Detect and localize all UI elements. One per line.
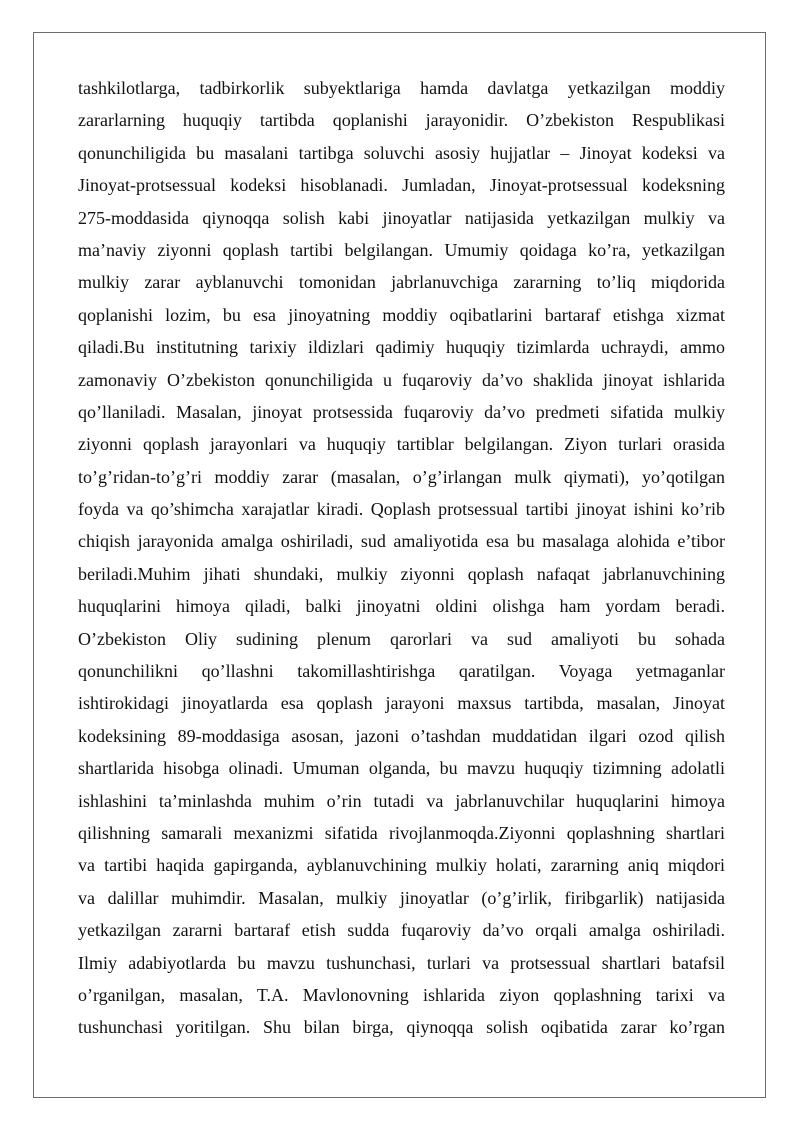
text-line: qoplanishi lozim, bu esa jinoyatning moddiy oqibatlarini bartaraf etishga xizmat xyxy=(78,304,725,325)
text-line: ishtirokidagi jinoyatlarda esa qoplash jarayoni maxsus tartibda, masalan, Jinoyat xyxy=(78,693,725,714)
text-line: qiladi.Bu institutning tarixiy ildizlari qadimiy huquqiy tizimlarda uchraydi, ammo xyxy=(78,337,725,358)
text-line: Ilmiy adabiyotlarda bu mavzu tushunchasi, turlari va protsessual shartlari batafsil xyxy=(78,952,725,973)
text-line: zararlarning huquqiy tartibda qoplanishi jarayonidir. O’zbekiston Respublikasi xyxy=(78,110,725,131)
text-line: va dalillar muhimdir. Masalan, mulkiy jinoyatlar (o’g’irlik, firibgarlik) natijasida xyxy=(78,887,725,908)
text-line: shartlarida hisobga olinadi. Umuman olganda, bu mavzu huquqiy tizimning adolatli xyxy=(78,758,725,779)
text-line: qo’llaniladi. Masalan, jinoyat protsessida fuqaroviy da’vo predmeti sifatida mulkiy xyxy=(78,401,725,422)
text-line: tushunchasi yoritilgan. Shu bilan birga, qiynoqqa solish oqibatida zarar ko’rgan xyxy=(78,1017,725,1038)
text-line: Jinoyat-protsessual kodeksi hisoblanadi. Jumladan, Jinoyat-protsessual kodeksning xyxy=(78,175,725,196)
text-line: ma’naviy ziyonni qoplash tartibi belgilangan. Umumiy qoidaga ko’ra, yetkazilgan xyxy=(78,239,725,260)
text-line: foyda va qo’shimcha xarajatlar kiradi. Qoplash protsessual tartibi jinoyat ishini ko’rib xyxy=(78,499,725,520)
text-line: O’zbekiston Oliy sudining plenum qarorlari va sud amaliyoti bu sohada xyxy=(78,628,725,649)
text-line: zamonaviy O’zbekiston qonunchiligida u fuqaroviy da’vo shaklida jinoyat ishlarida xyxy=(78,369,725,390)
text-line: 275-moddasida qiynoqqa solish kabi jinoyatlar natijasida yetkazilgan mulkiy va xyxy=(78,207,725,228)
text-line: o’rganilgan, masalan, T.A. Mavlonovning ishlarida ziyon qoplashning tarixi va xyxy=(78,984,725,1005)
text-line: chiqish jarayonida amalga oshiriladi, sud amaliyotida esa bu masalaga alohida e’tibor xyxy=(78,531,725,552)
text-line: yetkazilgan zararni bartaraf etish sudda fuqaroviy da’vo orqali amalga oshiriladi. xyxy=(78,920,725,941)
text-line: beriladi.Muhim jihati shundaki, mulkiy ziyonni qoplash nafaqat jabrlanuvchining xyxy=(78,563,725,584)
text-line: mulkiy zarar ayblanuvchi tomonidan jabrlanuvchiga zararning to’liq miqdorida xyxy=(78,272,725,293)
text-line: tashkilotlarga, tadbirkorlik subyektlariga hamda davlatga yetkazilgan moddiy xyxy=(78,78,725,98)
document-body xyxy=(78,72,725,1044)
text-line: huquqlarini himoya qiladi, balki jinoyatni oldini olishga ham yordam beradi. xyxy=(78,596,725,617)
text-line: va tartibi haqida gapirganda, ayblanuvchining mulkiy holati, zararning aniq miqdori xyxy=(78,855,725,876)
text-line: qilishning samarali mexanizmi sifatida rivojlanmoqda.Ziyonni qoplashning shartlari xyxy=(78,822,725,843)
text-line: to’g’ridan-to’g’ri moddiy zarar (masalan, o’g’irlangan mulk qiymati), yo’qotilgan xyxy=(78,466,725,487)
text-line: kodeksining 89-moddasiga asosan, jazoni o’tashdan muddatidan ilgari ozod qilish xyxy=(78,725,725,746)
text-line: ishlashini ta’minlashda muhim o’rin tutadi va jabrlanuvchilar huquqlarini himoya xyxy=(78,790,725,811)
text-line: ziyonni qoplash jarayonlari va huquqiy tartiblar belgilangan. Ziyon turlari orasida xyxy=(78,434,725,455)
text-line: qonunchilikni qo’llashni takomillashtirishga qaratilgan. Voyaga yetmaganlar xyxy=(78,661,725,682)
text-line: qonunchiligida bu masalani tartibga soluvchi asosiy hujjatlar – Jinoyat kodeksi va xyxy=(78,142,725,163)
